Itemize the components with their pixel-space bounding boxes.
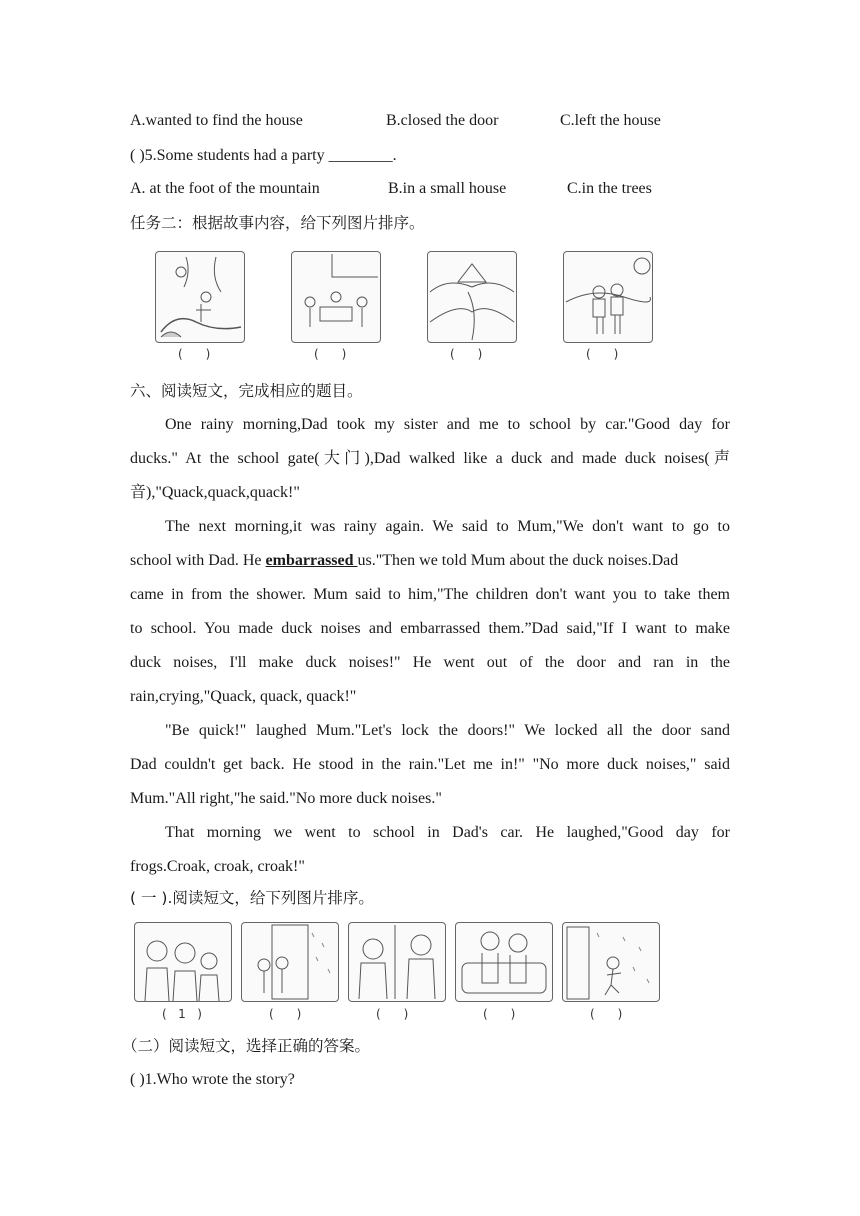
embarrassed-word: embarrassed — [265, 552, 358, 569]
passage-p2-line5: duck noises, I'll make duck noises!" He went out of the door and ran in the — [130, 654, 730, 671]
part1-picture-2 — [241, 922, 339, 1002]
task2-blank-3[interactable]: ( ) — [450, 347, 483, 361]
part1-blank-2[interactable]: ( ) — [269, 1007, 302, 1021]
q5-option-c: C.in the trees — [567, 180, 652, 197]
part1-picture-1 — [134, 922, 232, 1002]
passage-p2-line3: came in from the shower. Mum said to him,"The children don't want you to take them — [130, 586, 730, 603]
passage-p2-line4: to school. You made duck noises and embarrassed them.”Dad said,"If I want to make — [130, 620, 730, 637]
task2-picture-4 — [563, 251, 653, 343]
part1-heading: ( 一 ).阅读短文，给下列图片排序。 — [130, 889, 374, 907]
passage-p2-line1: The next morning,it was rainy again. We said to Mum,"We don't want to go to — [165, 518, 730, 535]
passage-p1-line2: ducks." At the school gate(大门),Dad walked like a duck and made duck noises(声 — [130, 450, 730, 467]
task2-blank-2[interactable]: ( ) — [314, 347, 347, 361]
passage-p1-line3: 音),"Quack,quack,quack!" — [130, 484, 300, 501]
part1-blank-1[interactable]: ( 1 ) — [162, 1007, 202, 1021]
passage — [130, 408, 730, 884]
task2-blank-1[interactable]: ( ) — [178, 347, 211, 361]
passage-p2-line6: rain,crying,"Quack, quack, quack!" — [130, 688, 357, 705]
passage-p3-line1: "Be quick!" laughed Mum."Let's lock the doors!" We locked all the door sand — [165, 722, 730, 739]
part1-blank-4[interactable]: ( ) — [483, 1007, 516, 1021]
passage-p3-line3: Mum."All right,"he said."No more duck noises." — [130, 790, 442, 807]
task2-picture-3 — [427, 251, 517, 343]
q5-option-b: B.in a small house — [388, 180, 507, 197]
section6-heading: 六、阅读短文，完成相应的题目。 — [130, 382, 363, 400]
passage-p3-line2: Dad couldn't get back. He stood in the rain."Let me in!" "No more duck noises," said — [130, 756, 730, 773]
passage-p4-line2: frogs.Croak, croak, croak!" — [130, 858, 305, 875]
task2-heading: 任务二：根据故事内容，给下列图片排序。 — [130, 214, 425, 232]
part1-picture-3 — [348, 922, 446, 1002]
part1-picture-4 — [455, 922, 553, 1002]
part1-blank-5[interactable]: ( ) — [590, 1007, 623, 1021]
q4-option-b: B.closed the door — [386, 112, 499, 129]
part1-blank-3[interactable]: ( ) — [376, 1007, 409, 1021]
task2-picture-1 — [155, 251, 245, 343]
q4-option-a: A.wanted to find the house — [130, 112, 303, 129]
part1-picture-5 — [562, 922, 660, 1002]
part2-heading: （二）阅读短文，选择正确的答案。 — [122, 1037, 371, 1055]
passage-p4-line1: That morning we went to school in Dad's car. He laughed,"Good day for — [165, 824, 730, 841]
q5-option-a: A. at the foot of the mountain — [130, 180, 320, 197]
q5-stem: ( )5.Some students had a party ________. — [130, 147, 397, 164]
task2-picture-2 — [291, 251, 381, 343]
passage-p2-line2: school with Dad. He embarrassed us."Then we told Mum about the duck noises.Dad — [130, 552, 679, 569]
passage-p1-line1: One rainy morning,Dad took my sister and me to school by car."Good day for — [165, 416, 730, 433]
task2-blank-4[interactable]: ( ) — [586, 347, 619, 361]
part2-question-1: ( )1.Who wrote the story? — [130, 1071, 295, 1088]
q4-option-c: C.left the house — [560, 112, 661, 129]
